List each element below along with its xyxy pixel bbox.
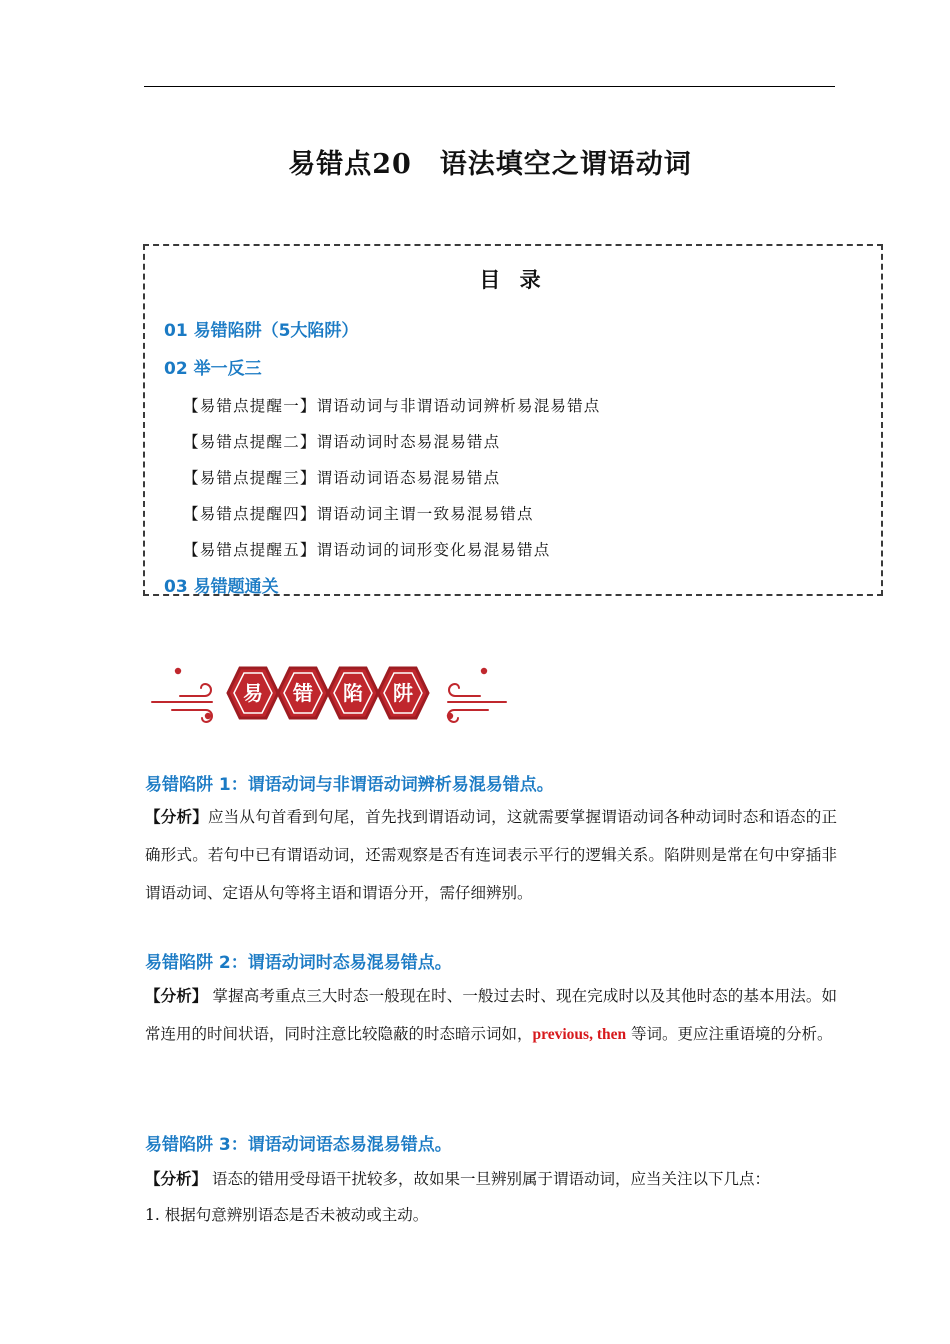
toc-item-1[interactable]: 【易错点提醒一】谓语动词与非谓语动词辨析易混易错点 <box>183 397 601 415</box>
ornament-dot <box>481 668 487 674</box>
analysis-tag: 【分析】 <box>145 807 208 826</box>
section-banner-traps <box>150 660 510 728</box>
ornament-dot <box>205 713 211 719</box>
banner-char-1: 易 <box>243 681 263 705</box>
page-title: 易错点20 语法填空之谓语动词 <box>288 149 692 180</box>
badge-2 <box>278 668 328 718</box>
toc-section-3[interactable]: 03 易错题通关 <box>164 577 279 597</box>
trap-3-analysis <box>145 1160 837 1198</box>
trap-2-highlight: previous, then <box>532 1026 627 1043</box>
ornament-dot <box>447 713 453 719</box>
right-swirl-ornament <box>448 684 506 722</box>
trap-2-title: 易错陷阱 2：谓语动词时态易混易错点。 <box>145 953 452 973</box>
trap-2-text-a: 掌握高考重点三大时态一般现在时、一般过去时、现在完成时以及其他时态的基本用法。如常连用的时间状语，同时注意比较隐蔽的时态暗示词如， <box>145 987 837 1043</box>
trap-2-analysis <box>145 977 837 1054</box>
trap-2-text-b: 等词。更应注重语境的分析。 <box>626 1025 833 1043</box>
header-rule <box>144 86 835 87</box>
table-of-contents <box>143 244 883 596</box>
badge-1 <box>228 668 278 718</box>
trap-1-title: 易错陷阱 1：谓语动词与非谓语动词辨析易混易错点。 <box>145 775 554 795</box>
badge-4 <box>378 668 428 718</box>
toc-heading: 目 录 <box>479 268 547 292</box>
toc-item-4[interactable]: 【易错点提醒四】谓语动词主谓一致易混易错点 <box>183 505 534 523</box>
trap-3-text: 语态的错用受母语干扰较多，故如果一旦辨别属于谓语动词，应当关注以下几点： <box>207 1170 770 1188</box>
left-swirl-ornament <box>152 684 212 722</box>
trap-3-title: 易错陷阱 3：谓语动词语态易混易错点。 <box>145 1135 452 1155</box>
trap-1-analysis <box>145 798 837 912</box>
toc-item-3[interactable]: 【易错点提醒三】谓语动词语态易混易错点 <box>183 469 501 487</box>
ornament-dot <box>175 668 181 674</box>
banner-char-2: 错 <box>293 681 313 705</box>
banner-char-4: 阱 <box>393 681 413 705</box>
toc-item-5[interactable]: 【易错点提醒五】谓语动词的词形变化易混易错点 <box>183 541 551 559</box>
trap-3-list-item-1: 1. 根据句意辨别语态是否未被动或主动。 <box>145 1206 429 1224</box>
toc-section-2[interactable]: 02 举一反三 <box>164 359 262 379</box>
analysis-tag: 【分析】 <box>145 986 208 1005</box>
banner-char-3: 陷 <box>343 681 363 705</box>
badge-3 <box>328 668 378 718</box>
analysis-tag: 【分析】 <box>145 1169 208 1188</box>
trap-1-text: 应当从句首看到句尾，首先找到谓语动词，这就需要掌握谓语动词各种动词时态和语态的正确形式。若句中已有谓语动词，还需观察是否有连词表示平行的逻辑关系。陷阱则是常在句中穿插非谓语动词、定语从句等将主语和谓语分开，需仔细辨别。 <box>145 808 837 902</box>
toc-item-2[interactable]: 【易错点提醒二】谓语动词时态易混易错点 <box>183 433 501 451</box>
toc-section-1[interactable]: 01 易错陷阱（5大陷阱） <box>164 321 359 341</box>
